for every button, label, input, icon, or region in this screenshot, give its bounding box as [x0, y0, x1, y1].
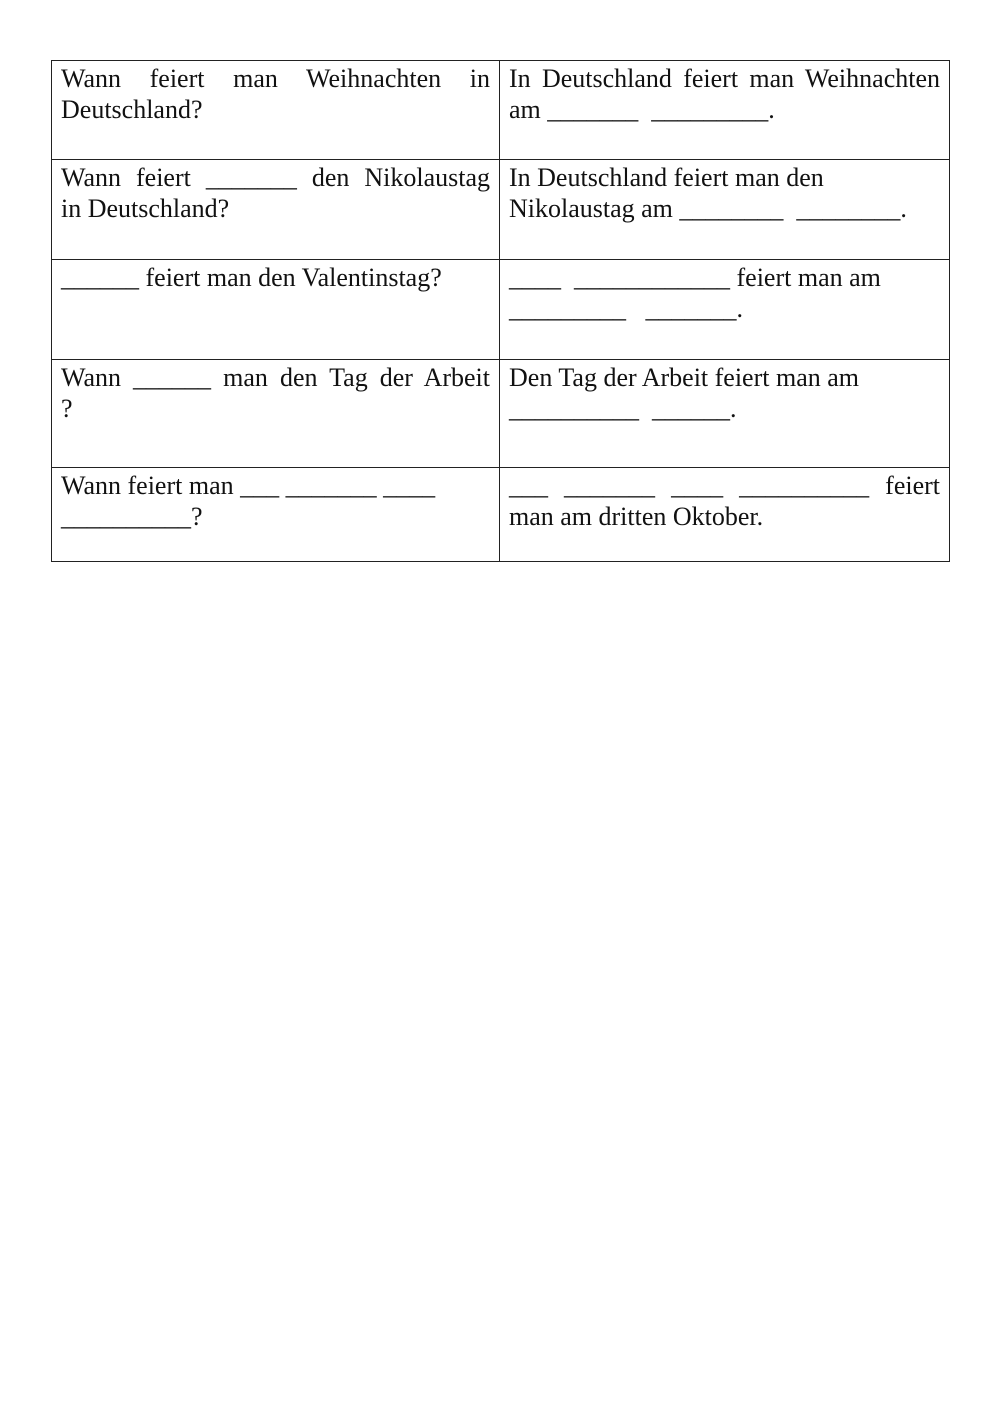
table-row: [52, 360, 950, 468]
answer-line: man am dritten Oktober.: [509, 502, 764, 531]
worksheet-table: [51, 60, 950, 562]
question-cell: [52, 160, 500, 260]
answer-cell: [500, 160, 950, 260]
question-cell: [52, 61, 500, 160]
question-line: Wann ______ man den Tag der Arbeit: [61, 363, 490, 392]
answer-line: am _______ _________.: [509, 95, 775, 124]
question-line: Wann feiert man ___ _______ ____: [61, 471, 436, 500]
answer-line: __________ ______.: [509, 394, 737, 423]
question-cell: [52, 360, 500, 468]
table-row: [52, 160, 950, 260]
question-line: Deutschland?: [61, 95, 203, 124]
answer-cell: [500, 468, 950, 562]
table-row: [52, 260, 950, 360]
answer-cell: [500, 260, 950, 360]
answer-line: ___ _______ ____ __________ feiert: [509, 471, 940, 500]
table-row: [52, 468, 950, 562]
answer-line: _________ _______.: [509, 294, 743, 323]
answer-line: Den Tag der Arbeit feiert man am: [509, 363, 860, 392]
answer-line: ____ ____________ feiert man am: [509, 263, 881, 292]
question-cell: [52, 468, 500, 562]
table-row: [52, 61, 950, 160]
question-line: ______ feiert man den Valentinstag?: [61, 263, 442, 292]
answer-line: In Deutschland feiert man den: [509, 163, 824, 192]
question-line: in Deutschland?: [61, 194, 230, 223]
answer-cell: [500, 61, 950, 160]
question-line: ?: [61, 394, 73, 423]
answer-cell: [500, 360, 950, 468]
question-cell: [52, 260, 500, 360]
answer-line: Nikolaustag am ________ ________.: [509, 194, 907, 223]
question-line: Wann feiert _______ den Nikolaustag: [61, 163, 490, 192]
question-line: __________?: [61, 502, 203, 531]
answer-line: In Deutschland feiert man Weihnachten: [509, 64, 940, 93]
question-line: Wann feiert man Weihnachten in: [61, 64, 490, 93]
